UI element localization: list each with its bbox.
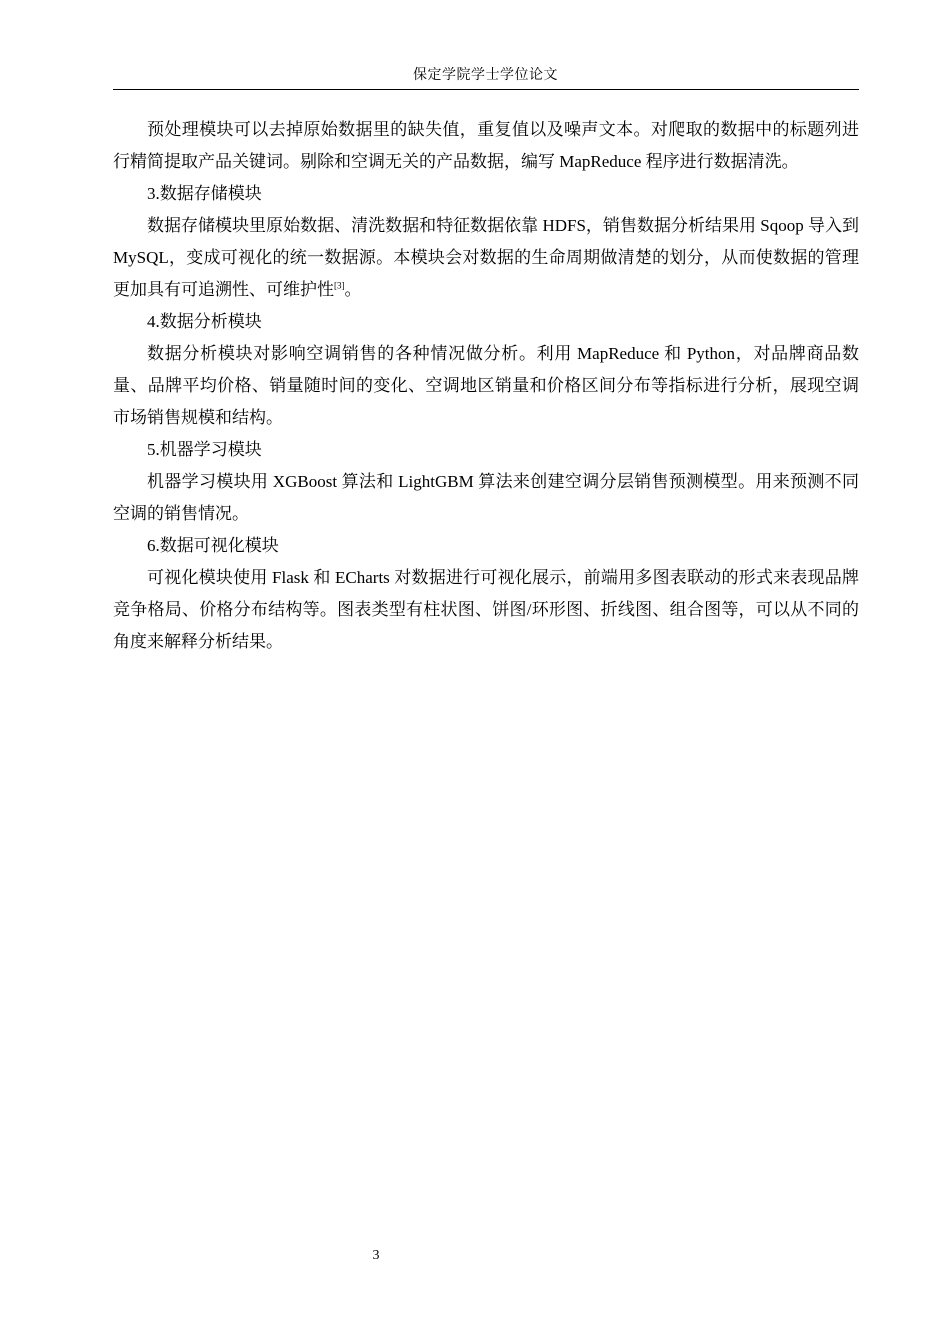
paragraph-analysis: 数据分析模块对影响空调销售的各种情况做分析。利用 MapReduce 和 Python，对品牌商品数量、品牌平均价格、销量随时间的变化、空调地区销量和价格区间分布等指标进行分析，展现空调市场销售规模和结构。 [113, 344, 859, 427]
paragraph-visualization: 可视化模块使用 Flask 和 ECharts 对数据进行可视化展示，前端用多图表联动的形式来表现品牌竞争格局、价格分布结构等。图表类型有柱状图、饼图/环形图、折线图、组合图等，可以从不同的角度来解释分析结果。 [113, 568, 859, 651]
page-number: 3 [372, 1248, 380, 1263]
section-heading-machine-learning: 5.机器学习模块 [147, 440, 262, 459]
paragraph-storage-text: 数据存储模块里原始数据、清洗数据和特征数据依靠 HDFS，销售数据分析结果用 Sqoop 导入到 MySQL，变成可视化的统一数据源。本模块会对数据的生命周期做清楚的划分，从而使数据的管理更加具有可追溯性、可维护性 [113, 216, 859, 299]
section-heading-storage: 3.数据存储模块 [147, 184, 262, 203]
header-divider [113, 89, 859, 90]
document-body [113, 114, 859, 658]
section-heading-visualization: 6.数据可视化模块 [147, 536, 279, 555]
paragraph-machine-learning: 机器学习模块用 XGBoost 算法和 LightGBM 算法来创建空调分层销售预测模型。用来预测不同空调的销售情况。 [113, 472, 859, 523]
paragraph-storage-end: 。 [344, 280, 362, 299]
paragraph-storage [113, 210, 859, 306]
section-heading-analysis: 4.数据分析模块 [147, 312, 262, 331]
paragraph-preprocessing: 预处理模块可以去掉原始数据里的缺失值，重复值以及噪声文本。对爬取的数据中的标题列进行精简提取产品关键词。剔除和空调无关的产品数据，编写 MapReduce 程序进行数据清洗。 [113, 120, 859, 171]
page-header-title: 保定学院学士学位论文 [413, 68, 558, 83]
citation-ref: [3] [334, 280, 345, 291]
